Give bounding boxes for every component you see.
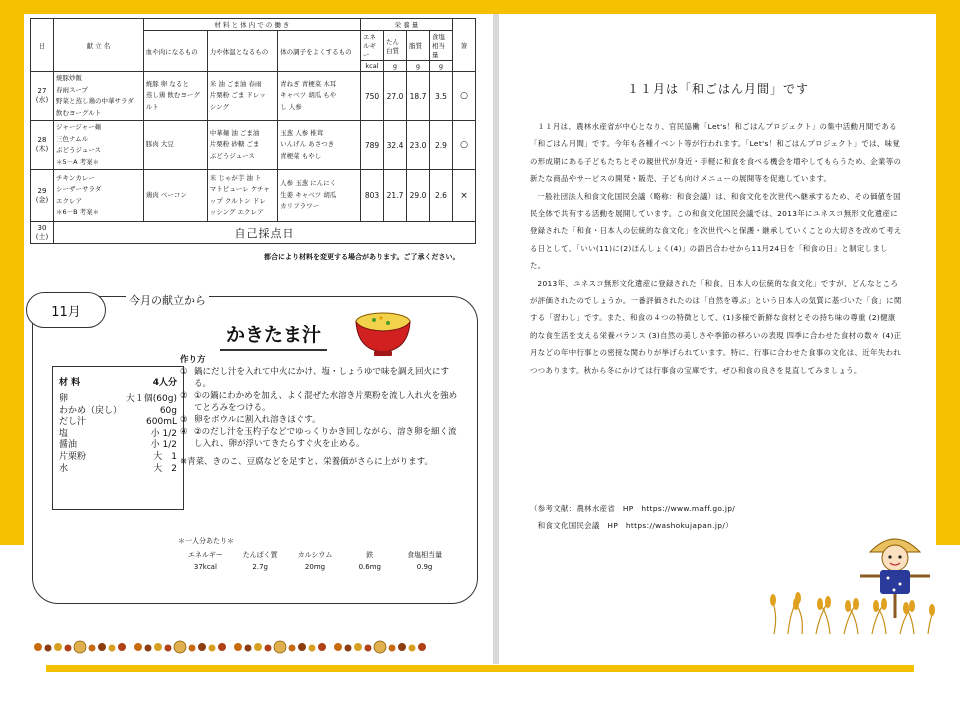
nutrition-label: 食塩相当量 (407, 551, 443, 559)
ingredients-box (52, 366, 184, 510)
table-row (31, 170, 476, 222)
day-cell: 30 (土) (31, 222, 54, 244)
table-row (31, 121, 476, 170)
header-energy: エネルギー (361, 31, 384, 61)
dish-list: ジャージャー麺 三色ナムル ぶどうジュース ＊5－A 考案＊ (54, 121, 144, 170)
fat-value: 29.0 (407, 170, 430, 222)
nutrition-per-serving (178, 536, 452, 571)
right-page (500, 14, 936, 664)
frame-top-band (0, 0, 960, 14)
soup-bowl-illustration (354, 308, 412, 358)
header-protein: たん白質 (384, 31, 407, 61)
protein-value: 32.4 (384, 121, 407, 170)
reference-line: 和食文化国民会議 HP https://washokujapan.jp/） (530, 521, 733, 530)
red-ingredients: 焼豚 卵 なると 蒸し鶏 飲むヨーグ ルト (143, 72, 207, 121)
header-red-group: 血や肉になるもの (143, 31, 207, 72)
nutrition-value: 0.6mg (358, 563, 381, 571)
header-green-group: 体の調子をよくするもの (278, 31, 361, 72)
step-item: ② ①の鍋にわかめを加え、よく混ぜた水溶き片栗粉を流し入れ火を強めてとろみをつける。 (180, 391, 458, 413)
recipe-steps (180, 354, 462, 468)
header-day: 日 (31, 19, 54, 72)
yellow-ingredients: 米 じゃが芋 油 ト マトピューレ ケチャ ップ クルトン ドレ ッシング エクレア (207, 170, 277, 222)
page-divider (493, 14, 499, 664)
header-salt: 食塩相当量 (430, 31, 453, 61)
nutrition-label: 鉄 (366, 551, 374, 559)
day-cell: 29 (金) (31, 170, 54, 222)
menu-table (30, 18, 476, 244)
nutrition-value: 0.9g (416, 563, 433, 571)
nutrition-value: 37kcal (193, 563, 217, 571)
day-cell: 28 (木) (31, 121, 54, 170)
nutrition-title: ＊一人分あたり＊ (178, 537, 234, 545)
step-item: ③ 卵をボウルに割入れ溶きほぐす。 (180, 415, 321, 425)
reference-line: （参考文献：農林水産省 HP https://www.maff.go.jp/ (530, 504, 736, 513)
list-item: 卵 大１個(60g) (59, 394, 177, 404)
energy-value: 803 (361, 170, 384, 222)
article-paragraph: 2013年、ユネスコ無形文化遺産に登録された「和食、日本人の伝統的な食文化」ですが、どんなところが評価されたのでしょうか。一番評価されたのは「自然を尊ぶ」という日本人の気質に基づいた「食」に関する「習わし」です。また、和食の４つの特徴として、(1)多様で新鮮な食材とその持ち味の尊重 (2)健康的な食生活を支える栄養バランス (3)自然の美しさや季節の移ろいの表現 四季に合わせた食材の数々 (4)正月などの年中行事との密接な関わりが挙げられています。特に、行事に合わせた食事の文化は、近年失われつつあります。秋から冬にかけては行事食の宝庫です。ぜひ和食の良さを見直してみましょう。 (530, 278, 902, 375)
unit-salt: g (430, 61, 453, 72)
green-ingredients: 人参 玉葱 にんにく 生姜 キャベツ 胡瓜 カリフラワー (278, 170, 361, 222)
table-row (31, 72, 476, 121)
menu-change-note: 都合により材料を変更する場合があります。ご了承ください。 (264, 253, 460, 261)
ingredients-title: 材 料 (59, 378, 81, 388)
table-row-self-evaluation (31, 222, 476, 244)
list-item: 醤油 小 1/2 (59, 440, 177, 451)
list-item: 片栗粉 大 1 (59, 451, 177, 462)
protein-value: 21.7 (384, 170, 407, 222)
yellow-ingredients: 米 油 ごま油 春雨 片栗粉 ごま ドレッ シング (207, 72, 277, 121)
dish-list: チキンカレー シーザーサラダ エクレア ＊6－B 考案＊ (54, 170, 144, 222)
salt-value: 2.6 (430, 170, 453, 222)
green-ingredients: 玉葱 人参 椎茸 いんげん あさつき 青梗菜 もやし (278, 121, 361, 170)
header-ingredients-group: 材 料 と 体 内 で の 働 き (143, 19, 360, 31)
month-tag: 11月 (26, 292, 106, 328)
article-body (530, 118, 902, 379)
yellow-ingredients: 中華麺 油 ごま油 片栗粉 砂糖 ごま ぶどうジュース (207, 121, 277, 170)
chopsticks-mark: ○ (453, 121, 476, 170)
energy-value: 750 (361, 72, 384, 121)
article-paragraph: 一般社団法人和食文化国民会議（略称：和食会議）は、和食文化を次世代へ継承するため、その価値を国民全体で共有する活動を展開しています。この和食文化国民会議では、2013年にユネスコ無形文化遺産に登録された「和食・日本人の伝統的な食文化」を次世代へと保護・継承していくことの大切さを改めて考える日として、「いい(11)に(2)ほんしょく(4)」の語呂合わせから11月24日を「和食の日」と制定しました。 (530, 191, 902, 271)
red-ingredients: 鶏肉 ベーコン (143, 170, 207, 222)
section-title: 今月の献立から (126, 292, 209, 308)
recipe-dish-name: かきたま汁 (220, 320, 327, 351)
fat-value: 18.7 (407, 72, 430, 121)
salt-value: 2.9 (430, 121, 453, 170)
steps-title: 作り方 (180, 355, 206, 365)
autumn-leaf-garland-illustration (30, 638, 434, 656)
article-title: １１月は「和ごはん月間」です (626, 82, 809, 96)
list-item: わかめ（戻し） 60g (59, 405, 177, 416)
bottom-accent-line (46, 665, 914, 672)
left-page (24, 14, 492, 664)
nutrition-label: たんぱく質 (242, 551, 278, 559)
chopsticks-mark: ○ (453, 72, 476, 121)
scarecrow-illustration (850, 518, 940, 618)
header-yellow-group: 力や体温となるもの (207, 31, 277, 72)
list-item: だし汁 600mL (59, 417, 177, 428)
header-dish: 献 立 名 (54, 19, 144, 72)
header-nutrition-group: 栄 養 量 (361, 19, 453, 31)
step-item: ① 鍋にだし汁を入れて中火にかけ、塩・しょうゆで味を調え回火にする。 (180, 367, 450, 389)
header-chopsticks: 箸 (453, 19, 476, 72)
step-item: ④ ②のだし汁を玉杓子などでゆっくりかき回しながら、溶き卵を細く流し入れ、卵が浮いてきたらすぐ火を止める。 (180, 427, 457, 449)
energy-value: 789 (361, 121, 384, 170)
unit-protein: g (384, 61, 407, 72)
list-item: 塩 小 1/2 (59, 428, 177, 439)
salt-value: 3.5 (430, 72, 453, 121)
recipe-tip: ※青菜、きのこ、豆腐などを足すと、栄養価がさらに上がります。 (180, 457, 433, 467)
references (530, 500, 735, 534)
ingredients-servings: 4人分 (152, 378, 177, 388)
nutrition-label: エネルギー (187, 551, 223, 559)
day-cell: 27 (水) (31, 72, 54, 121)
list-item: 水 大 2 (59, 463, 177, 474)
chopsticks-mark: × (453, 170, 476, 222)
header-fat: 脂質 (407, 31, 430, 61)
nutrition-value: 20mg (304, 563, 326, 571)
nutrition-label: カルシウム (297, 551, 333, 559)
frame-right-band (936, 0, 960, 545)
protein-value: 27.0 (384, 72, 407, 121)
unit-energy: kcal (361, 61, 384, 72)
fat-value: 23.0 (407, 121, 430, 170)
frame-left-band (0, 0, 24, 545)
article-paragraph: １１月は、農林水産省が中心となり、官民協働「Let's！和ごはんプロジェクト」の集中活動月間である「和ごはん月間」です。今年も各種イベント等が行われます。「Let's！和ごはんプロジェクト」では、味覚の形成期にある子どもたちとその親世代が身近・手軽に和食を食べる機会を増やしてもらうため、企業等の新たな商品やサービスの開発・販売、子ども向けメニューの展開等を促進しています。 (530, 122, 902, 184)
green-ingredients: 青ねぎ 青梗菜 木耳 キャベツ 胡瓜 もや し 人参 (278, 72, 361, 121)
nutrition-value: 2.7g (252, 563, 268, 571)
unit-fat: g (407, 61, 430, 72)
red-ingredients: 豚肉 大豆 (143, 121, 207, 170)
self-evaluation-day: 自己採点日 (54, 222, 476, 244)
dish-list: 焼豚炒飯 春雨スープ 野菜と蒸し鶏の中華サラダ 飲むヨーグルト (54, 72, 144, 121)
